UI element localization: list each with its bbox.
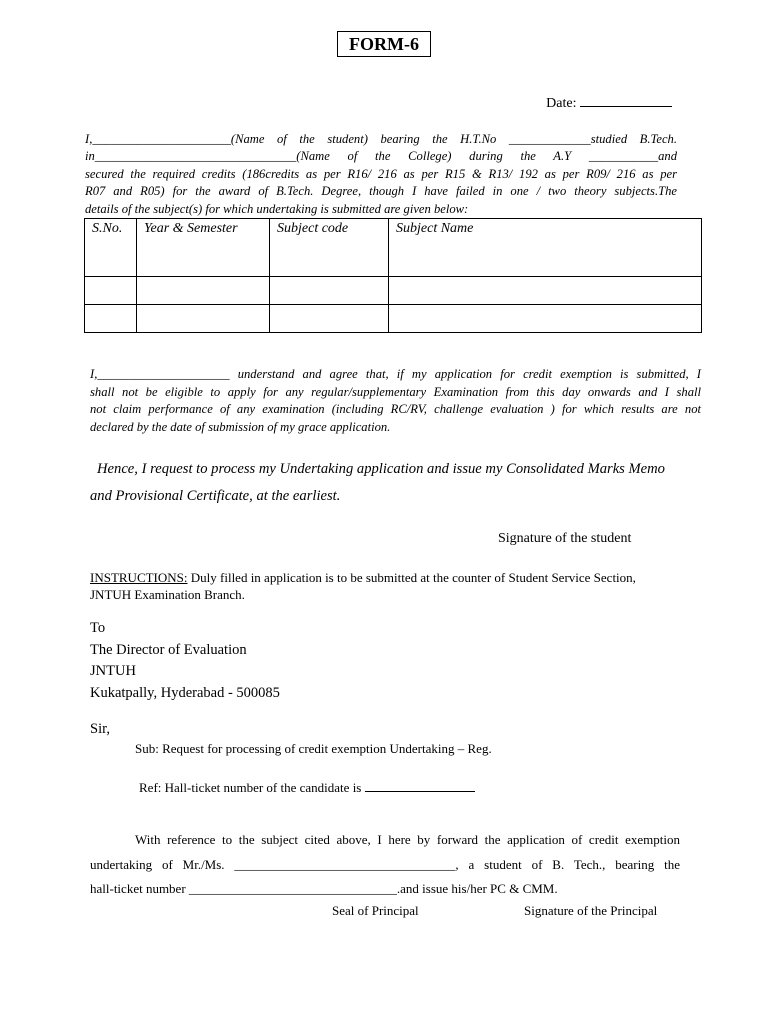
table-cell[interactable] [85,305,137,333]
instructions [90,569,710,603]
intro-line: R07 and R05) for the award of B.Tech. Degree, though I have failed in one / two theory subjects.The [85,184,677,199]
instructions-text: Duly filled in application is to be submitted at the counter of Student Service Section, [187,570,636,585]
table-cell[interactable] [270,277,389,305]
request-paragraph [90,456,710,510]
reference-para-line: undertaking of Mr./Ms. __________________________________, a student of B. Tech., bearing the [90,856,680,872]
intro-line: details of the subject(s) for which undertaking is submitted are given below: [85,201,469,216]
date-blank[interactable] [580,92,672,107]
request-line: and Provisional Certificate, at the earliest. [90,488,341,504]
table-cell[interactable] [270,305,389,333]
seal-of-principal-label: Seal of Principal [332,903,419,918]
date-field[interactable] [546,92,672,112]
header-subject-code: Subject code [270,219,389,277]
date-label: Date: [546,96,577,111]
table-cell[interactable] [389,277,702,305]
intro-line: I,______________________(Name of the student) bearing the H.T.No _____________studied B.Tech. [85,132,677,146]
subject-line: Sub: Request for processing of credit exemption Undertaking – Reg. [135,741,492,756]
reference-para-line: hall-ticket number ________________________________.and issue his/her PC & CMM. [90,881,558,896]
table-cell[interactable] [389,305,702,333]
subjects-table [84,218,702,333]
header-year-semester: Year & Semester [137,219,270,277]
intro-paragraph [85,131,677,218]
request-line: Hence, I request to process my Undertaking application and issue my Consolidated Marks Memo [97,461,665,477]
intro-line: secured the required credits (186credits as per R16/ 216 as per R15 & R13/ 192 as per R09/ 216 as per [85,166,677,181]
table-cell[interactable] [137,277,270,305]
header-sno: S.No. [85,219,137,277]
declaration-line: declared by the date of submission of my grace application. [90,419,391,434]
student-signature-label: Signature of the student [498,531,632,546]
table-cell[interactable] [137,305,270,333]
reference-label: Ref: Hall-ticket number of the candidate is [139,780,362,795]
form-title: FORM-6 [337,31,431,57]
principal-signature-label: Signature of the Principal [524,903,658,918]
address-line: The Director of Evaluation [90,641,247,658]
address-block [90,618,280,704]
table-header-row [85,219,702,277]
table-cell[interactable] [85,277,137,305]
table-row [85,277,702,305]
address-line: Kukatpally, Hyderabad - 500085 [90,684,280,701]
declaration-line: shall not be eligible to apply for any regular/supplementary Examination from this day onwards and I shall [90,384,701,399]
declaration-paragraph [90,366,701,436]
table-row [85,305,702,333]
address-to: To [90,620,106,636]
intro-line: in________________________________(Name of the College) during the A.Y ___________and [85,149,677,164]
header-subject-name: Subject Name [389,219,702,277]
instructions-label: INSTRUCTIONS: [90,570,188,585]
reference-para-line: With reference to the subject cited above, I here by forward the application of credit exemption [135,832,680,847]
instructions-text-2: JNTUH Examination Branch. [90,587,245,602]
declaration-line: not claim performance of any examination (including RC/RV, challenge evaluation ) for which results are not [90,402,701,416]
hall-ticket-blank[interactable] [365,777,475,792]
address-line: JNTUH [90,663,136,679]
salutation: Sir, [90,721,110,737]
reference-line [139,777,475,796]
reference-paragraph [90,828,680,902]
declaration-line: I,_____________________ understand and agree that, if my application for credit exemption is submitted, I [90,367,701,381]
